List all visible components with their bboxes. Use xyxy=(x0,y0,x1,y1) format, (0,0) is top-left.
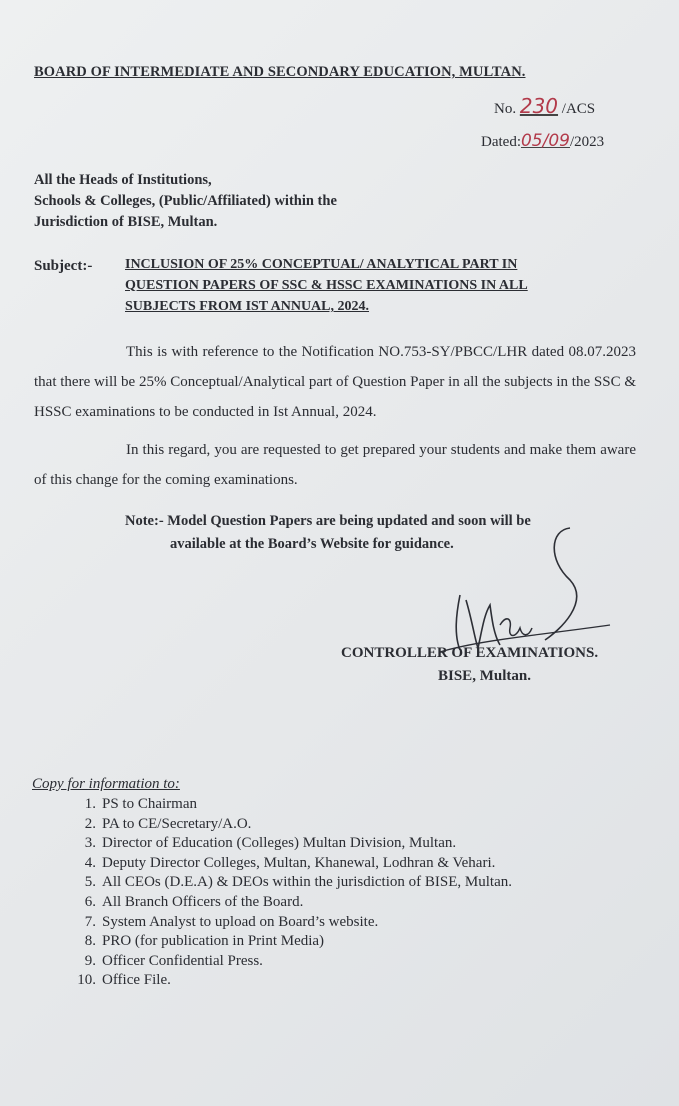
note-line: Note:- Model Question Papers are being updated and soon will be xyxy=(125,513,531,529)
list-item xyxy=(72,971,512,991)
subject-line: INCLUSION OF 25% CONCEPTUAL/ ANALYTICAL PART IN xyxy=(125,257,518,272)
item-text: Deputy Director Colleges, Multan, Khanewal, Lodhran & Vehari. xyxy=(102,854,496,871)
handwritten-date: 05/09 xyxy=(520,131,570,151)
list-item xyxy=(72,834,512,854)
list-item xyxy=(72,952,512,972)
list-item xyxy=(72,893,512,913)
addressee-line: All the Heads of Institutions, xyxy=(34,172,212,188)
body-paragraph-2: In this regard, you are requested to get prepared your students and make them aware of this change for the coming examinations. xyxy=(34,442,636,488)
item-number: 7. xyxy=(84,913,96,930)
body-paragraph-1: This is with reference to the Notification NO.753-SY/PBCC/LHR dated 08.07.2023 that there will be 25% Conceptual/Analytical part of Question Paper in all the subjects in the SSC & HSSC examinations to be conducted in Ist Annual, 2024. xyxy=(34,344,636,420)
signatory-place: BISE, Multan. xyxy=(438,668,531,684)
item-text: PRO (for publication in Print Media) xyxy=(102,933,325,950)
list-item xyxy=(72,795,512,815)
item-number: 5. xyxy=(84,874,96,891)
item-text: System Analyst to upload on Board’s website. xyxy=(102,913,379,930)
no-suffix: /ACS xyxy=(561,101,596,117)
item-number: 8. xyxy=(84,933,96,950)
item-text: All Branch Officers of the Board. xyxy=(102,893,304,910)
subject-text xyxy=(125,254,625,317)
item-text: Officer Confidential Press. xyxy=(102,952,263,969)
item-text: Director of Education (Colleges) Multan Division, Multan. xyxy=(102,835,457,852)
no-label: No. xyxy=(494,101,517,117)
item-number: 9. xyxy=(84,952,96,969)
item-number: 3. xyxy=(84,835,96,852)
addressee-line: Jurisdiction of BISE, Multan. xyxy=(34,214,218,230)
handwritten-number: 230 xyxy=(519,94,559,118)
subject-label: Subject:- xyxy=(34,258,93,274)
item-text: Office File. xyxy=(102,972,171,989)
list-item xyxy=(72,913,512,933)
dated-label: Dated: xyxy=(481,134,521,150)
dated-year: /2023 xyxy=(569,134,605,150)
subject-line: QUESTION PAPERS OF SSC & HSSC EXAMINATIONS IN ALL xyxy=(125,278,528,293)
item-text: PS to Chairman xyxy=(102,796,198,812)
list-item xyxy=(72,854,512,874)
addressee-block xyxy=(34,170,337,233)
note-line: available at the Board’s Website for guidance. xyxy=(170,536,454,552)
copy-heading: Copy for information to: xyxy=(32,776,180,792)
item-number: 10. xyxy=(77,972,96,989)
reference-number xyxy=(494,94,595,118)
addressee-line: Schools & Colleges, (Public/Affiliated) within the xyxy=(34,193,337,209)
list-item xyxy=(72,815,512,835)
subject-line: SUBJECTS FROM IST ANNUAL, 2024. xyxy=(125,299,370,314)
item-number: 4. xyxy=(84,854,96,871)
signatory-title: CONTROLLER OF EXAMINATIONS. xyxy=(341,645,599,661)
item-number: 2. xyxy=(84,815,96,832)
item-number: 1. xyxy=(84,796,96,812)
item-text: PA to CE/Secretary/A.O. xyxy=(102,815,252,832)
item-number: 6. xyxy=(84,893,96,910)
list-item xyxy=(72,932,512,952)
list-item xyxy=(72,873,512,893)
item-text: All CEOs (D.E.A) & DEOs within the jurisdiction of BISE, Multan. xyxy=(102,874,512,891)
dated-line xyxy=(481,131,604,151)
board-header: BOARD OF INTERMEDIATE AND SECONDARY EDUCATION, MULTAN. xyxy=(34,64,526,80)
copy-list xyxy=(72,795,512,991)
